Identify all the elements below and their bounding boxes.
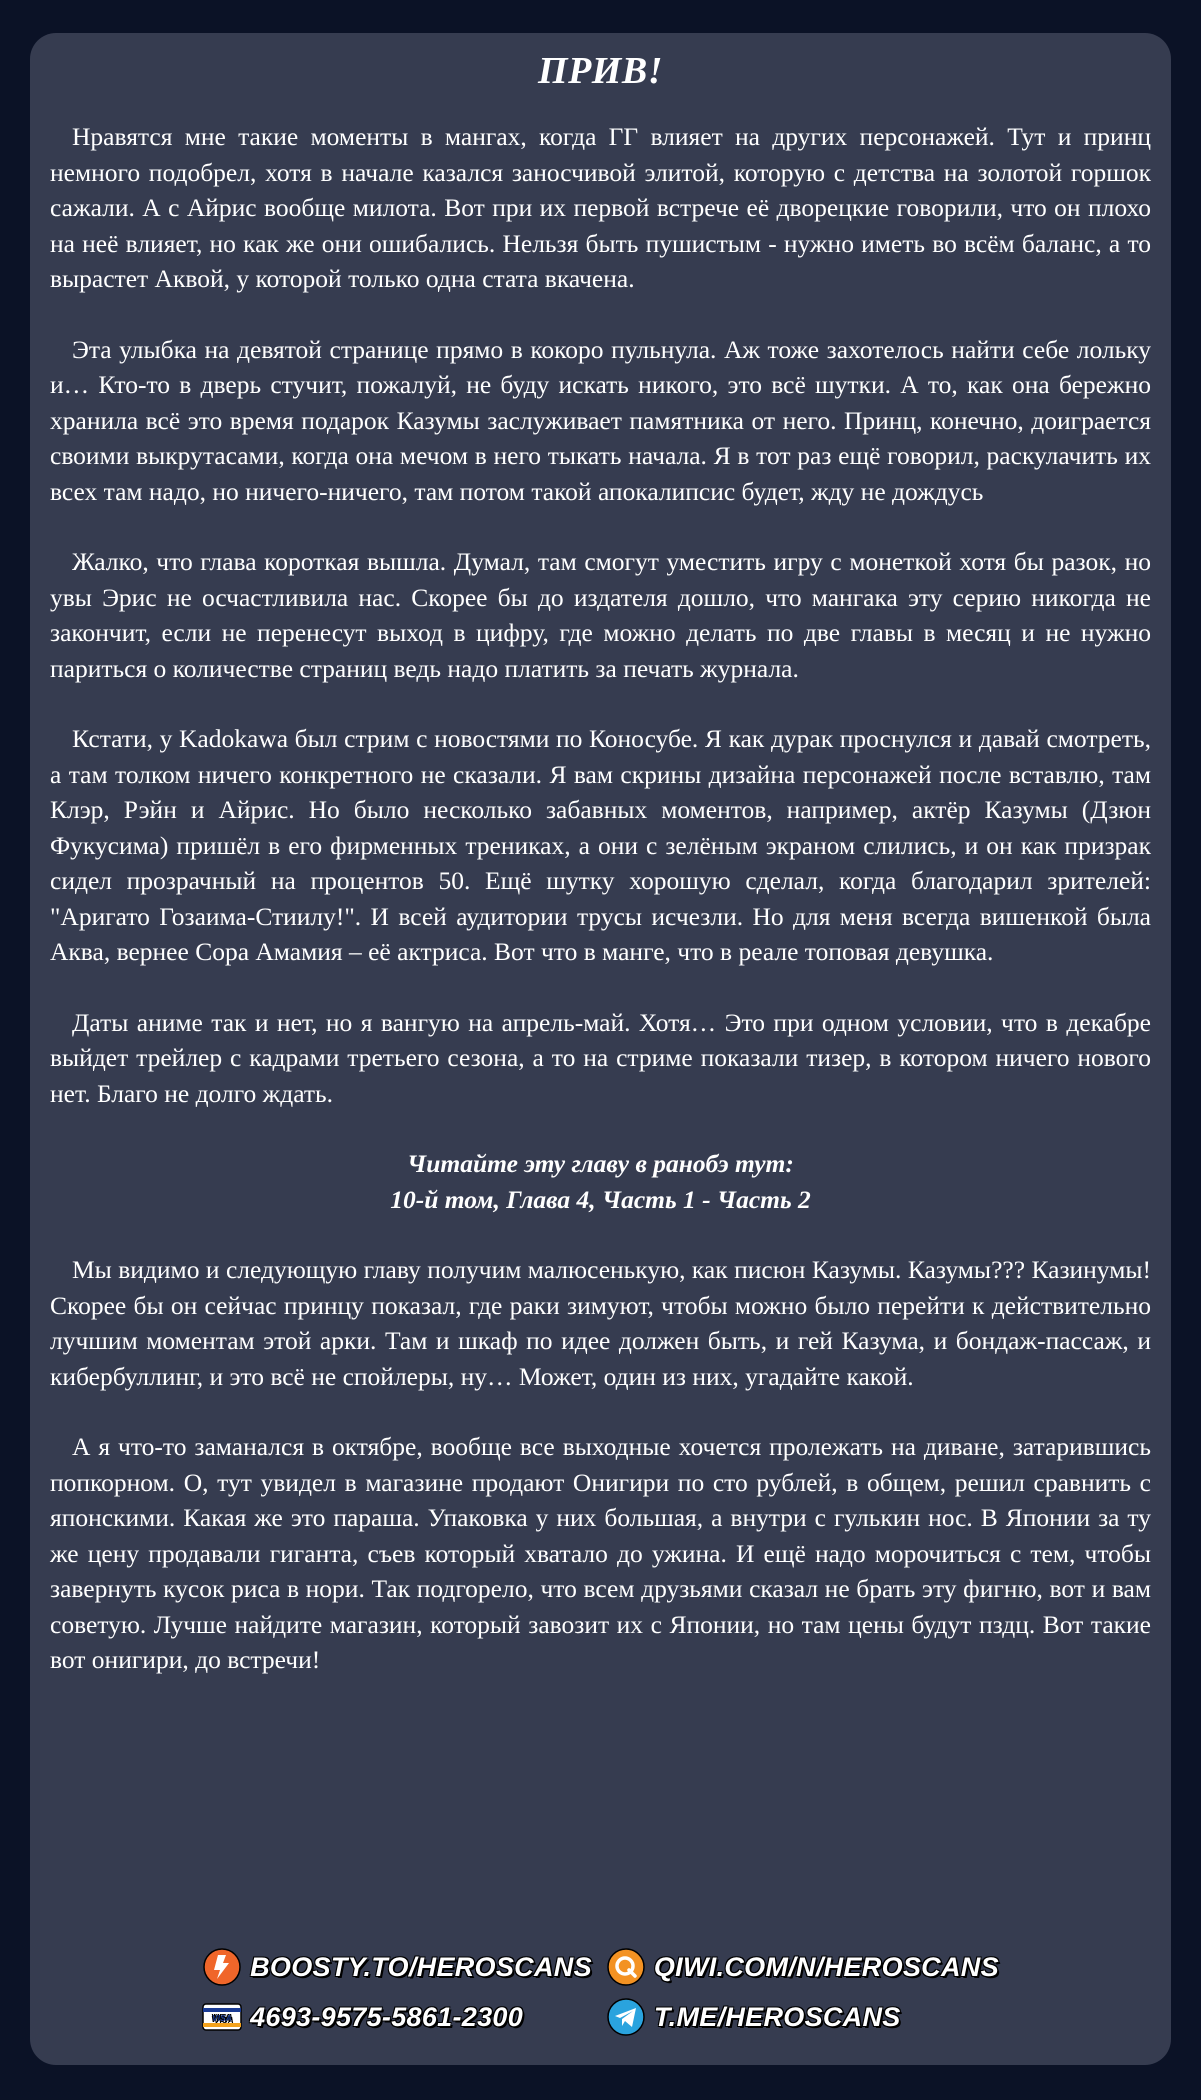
paragraph-5: Даты аниме так и нет, но я вангую на апрель-май. Хотя… Это при одном условии, что в декабре выйдет трейлер с кадрами третьего сезона, а то на стриме показали тизер, в котором ничего нового нет. Благо не долго ждать. (50, 1007, 1151, 1108)
qiwi-link-text: QIWI.COM/N/HEROSCANS (653, 1951, 999, 1982)
boosty-link[interactable] (202, 1945, 592, 1989)
support-links (30, 1945, 1171, 2039)
qiwi-link[interactable] (606, 1945, 999, 1989)
boosty-link-text: BOOSTY.TO/HEROSCANS (250, 1951, 592, 1982)
paragraph-4: Кстати, у Kadokawa был стрим с новостями по Коносубе. Я как дурак проснулся и давай смотреть, а там толком ничего конкретного не сказали. Я вам скрины дизайна персонажей после вставлю, там Клэр, Рэйн и Айрис. Но было несколько забавных моментов, например, актёр Казумы (Дзюн Фукусима) пришёл в его фирменных трениках, а они с зелёным экраном слились, и он как призрак сидел прозрачный на процентов 50. Ещё шутку хорошую сделал, когда благодарил зрителей: "Аригато Гозаима-Стиилу!". И всей аудитории трусы исчезли. Но для меня всегда вишенкой была Аква, вернее Сора Амамия – её актриса. Вот что в манге, что в реале топовая девушка. (50, 724, 1151, 966)
visa-card-icon (202, 1997, 242, 2037)
paragraph-7: А я что-то заманался в октябре, вообще все выходные хочется пролежать на диване, затарившись попкорном. О, тут увидел в магазине продают Онигири по сто рублей, в общем, решил сравнить с японскими. Какая же это параша. Упаковка у них большая, а внутри с гулькин нос. В Японии за ту же цену продавали гиганта, съев который хватало до ужина. И ещё надо морочиться с тем, чтобы завернуть кусок риса в нори. Так подгорело, что всем друзьями сказал не брать эту фигню, вот и вам советую. Лучше найдите магазин, который завозит их с Японии, но там цены будут пздц. Вот такие вот онигири, до встречи! (50, 1432, 1151, 1674)
visa-label: VISA (212, 2014, 233, 2023)
ranobe-note-line-1: Читайте эту главу в ранобэ тут: (407, 1149, 794, 1178)
message-card (30, 33, 1171, 2065)
page-title: ПРИВ! (538, 50, 663, 92)
ranobe-note (50, 1146, 1151, 1217)
paragraph-1: Нравятся мне такие моменты в мангах, когда ГГ влияет на других персонажей. Тут и принц немного подобрел, хотя в начале казался заносчивой элитой, которую с детства на золотой горшок сажали. А с Айрис вообще милота. Вот при их первой встрече её дворецкие говорили, что он плохо на неё влияет, но как же они ошибались. Нельзя быть пушистым - нужно иметь во всём баланс, а то вырастет Аквой, у которой только одна стата вкачена. (50, 122, 1151, 293)
ranobe-note-line-2: 10-й том, Глава 4, Часть 1 - Часть 2 (390, 1184, 811, 1214)
paragraph-3: Жалко, что глава короткая вышла. Думал, там смогут уместить игру с монеткой хотя бы разок, но увы Эрис не осчастливила нас. Скорее бы до издателя дошло, что мангака эту серию никогда не закончит, если не перенесут выход в цифру, где можно делать по две главы в месяц и не нужно париться о количестве страниц ведь надо платить за печать журнала. (50, 547, 1151, 683)
telegram-link-text: T.ME/HEROSCANS (653, 2001, 901, 2032)
card-number (202, 1995, 592, 2039)
telegram-link[interactable] (606, 1995, 999, 2039)
boosty-icon (202, 1947, 242, 1987)
qiwi-icon (606, 1947, 646, 1987)
paragraph-2: Эта улыбка на девятой странице прямо в кокоро пульнула. Аж тоже захотелось найти себе лольку и… Кто-то в дверь стучит, пожалуй, не буду искать никого, это всё шутки. А то, как она бережно хранила всё это время подарок Казумы заслуживает памятника от него. Принц, конечно, доиграется своими выкрутасами, когда она мечом в него тыкать начала. Я в тот раз ещё говорил, раскулачить их всех там надо, но ничего-ничего, там потом такой апокалипсис будет, жду не дождусь (50, 334, 1151, 506)
card-number-text: 4693-9575-5861-2300 (250, 2001, 524, 2032)
telegram-icon (606, 1997, 646, 2037)
message-body (50, 119, 1151, 1678)
paragraph-6: Мы видимо и следующую главу получим малюсенькую, как писюн Казумы. Казумы??? Казинумы! Скорее бы он сейчас принцу показал, где раки зимуют, чтобы можно было перейти к действительно лучшим моментам этой арки. Там и шкаф по идее должен быть, и гей Казума, и бондаж-пассаж, и кибербуллинг, и это всё не спойлеры, ну… Может, один из них, угадайте какой. (50, 1255, 1151, 1391)
